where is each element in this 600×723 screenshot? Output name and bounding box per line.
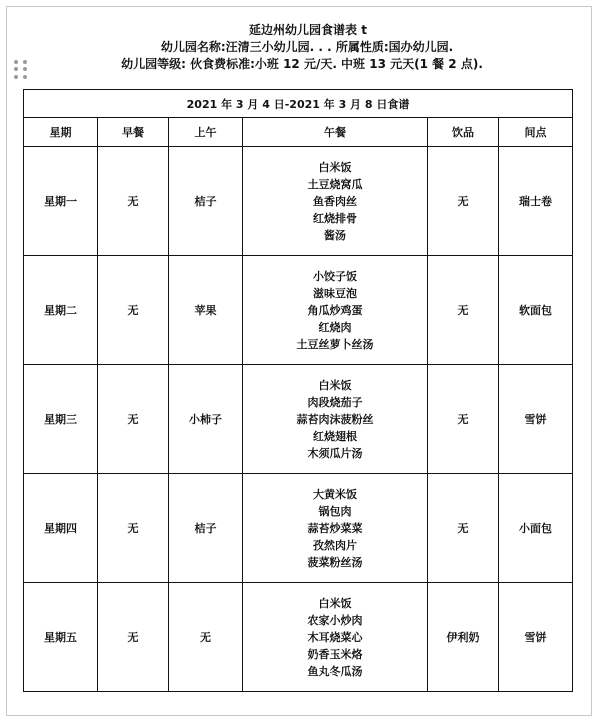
lunch-item: 鱼丸冬瓜汤 (307, 664, 363, 678)
lunch-item: 土豆烧窝瓜 (307, 177, 363, 191)
lunch-item: 菠菜粉丝汤 (307, 555, 363, 569)
lunch-item: 锅包肉 (318, 504, 352, 518)
breakfast-cell: 无 (98, 147, 169, 256)
drink-cell: 无 (428, 365, 499, 474)
column-header-day: 星期 (24, 118, 98, 147)
lunch-item: 酱汤 (324, 228, 346, 242)
lunch-cell (243, 365, 428, 474)
caption-row (24, 90, 573, 118)
day-cell: 星期五 (24, 583, 98, 692)
lunch-item: 白米饭 (318, 378, 352, 392)
drink-cell: 无 (428, 256, 499, 365)
breakfast-cell: 无 (98, 474, 169, 583)
menu-table (23, 89, 573, 692)
drink-cell: 无 (428, 147, 499, 256)
morning-cell: 苹果 (169, 256, 243, 365)
lunch-cell (243, 474, 428, 583)
lunch-item: 白米饭 (318, 160, 352, 174)
lunch-item: 红烧排骨 (313, 211, 357, 225)
snack-cell: 雪饼 (499, 365, 573, 474)
column-header-snack: 间点 (499, 118, 573, 147)
day-cell: 星期四 (24, 474, 98, 583)
document-title: 延边州幼儿园食谱表 t (249, 23, 367, 37)
lunch-item: 孜然肉片 (313, 538, 357, 552)
breakfast-cell: 无 (98, 256, 169, 365)
lunch-item: 滋味豆泡 (313, 286, 357, 300)
lunch-item: 红烧翅根 (313, 429, 357, 443)
lunch-item: 木耳烧菜心 (307, 630, 363, 644)
table-row (24, 365, 573, 474)
column-header-morning: 上午 (169, 118, 243, 147)
kindergarten-info: 幼儿园名称:汪清三小幼儿园. . . 所属性质:国办幼儿园. (160, 40, 454, 54)
fee-info: 幼儿园等级: 伙食费标准:小班 12 元/天. 中班 13 元天(1 餐 2 点). (121, 57, 483, 71)
lunch-item: 鱼香肉丝 (313, 194, 357, 208)
day-cell: 星期二 (24, 256, 98, 365)
lunch-item: 农家小炒肉 (307, 613, 363, 627)
snack-cell: 瑞士卷 (499, 147, 573, 256)
day-cell: 星期三 (24, 365, 98, 474)
lunch-cell (243, 256, 428, 365)
morning-cell: 桔子 (169, 147, 243, 256)
lunch-item: 奶香玉米烙 (307, 647, 363, 661)
document-header (0, 22, 600, 73)
drink-cell: 伊利奶 (428, 583, 499, 692)
lunch-item: 肉段烧茄子 (307, 395, 363, 409)
drink-cell: 无 (428, 474, 499, 583)
breakfast-cell: 无 (98, 583, 169, 692)
breakfast-cell: 无 (98, 365, 169, 474)
lunch-item: 土豆丝萝卜丝汤 (296, 337, 374, 351)
lunch-item: 小饺子饭 (313, 269, 357, 283)
lunch-item: 角瓜炒鸡蛋 (307, 303, 363, 317)
column-header-breakfast: 早餐 (98, 118, 169, 147)
lunch-item: 白米饭 (318, 596, 352, 610)
lunch-item: 蒜苔炒菜菜 (307, 521, 363, 535)
column-header-lunch: 午餐 (243, 118, 428, 147)
lunch-item: 蒜苔肉沫菠粉丝 (296, 412, 374, 426)
morning-cell: 无 (169, 583, 243, 692)
morning-cell: 桔子 (169, 474, 243, 583)
header-row (24, 118, 573, 147)
lunch-cell (243, 147, 428, 256)
lunch-cell (243, 583, 428, 692)
lunch-item: 红烧肉 (318, 320, 352, 334)
column-header-drink: 饮品 (428, 118, 499, 147)
table-row (24, 474, 573, 583)
lunch-item: 木须瓜片汤 (307, 446, 363, 460)
snack-cell: 小面包 (499, 474, 573, 583)
snack-cell: 软面包 (499, 256, 573, 365)
day-cell: 星期一 (24, 147, 98, 256)
table-row (24, 256, 573, 365)
morning-cell: 小柿子 (169, 365, 243, 474)
table-caption: 2021 年 3 月 4 日-2021 年 3 月 8 日食谱 (24, 90, 573, 118)
table-row (24, 583, 573, 692)
lunch-item: 大黄米饭 (313, 487, 357, 501)
snack-cell: 雪饼 (499, 583, 573, 692)
table-row (24, 147, 573, 256)
